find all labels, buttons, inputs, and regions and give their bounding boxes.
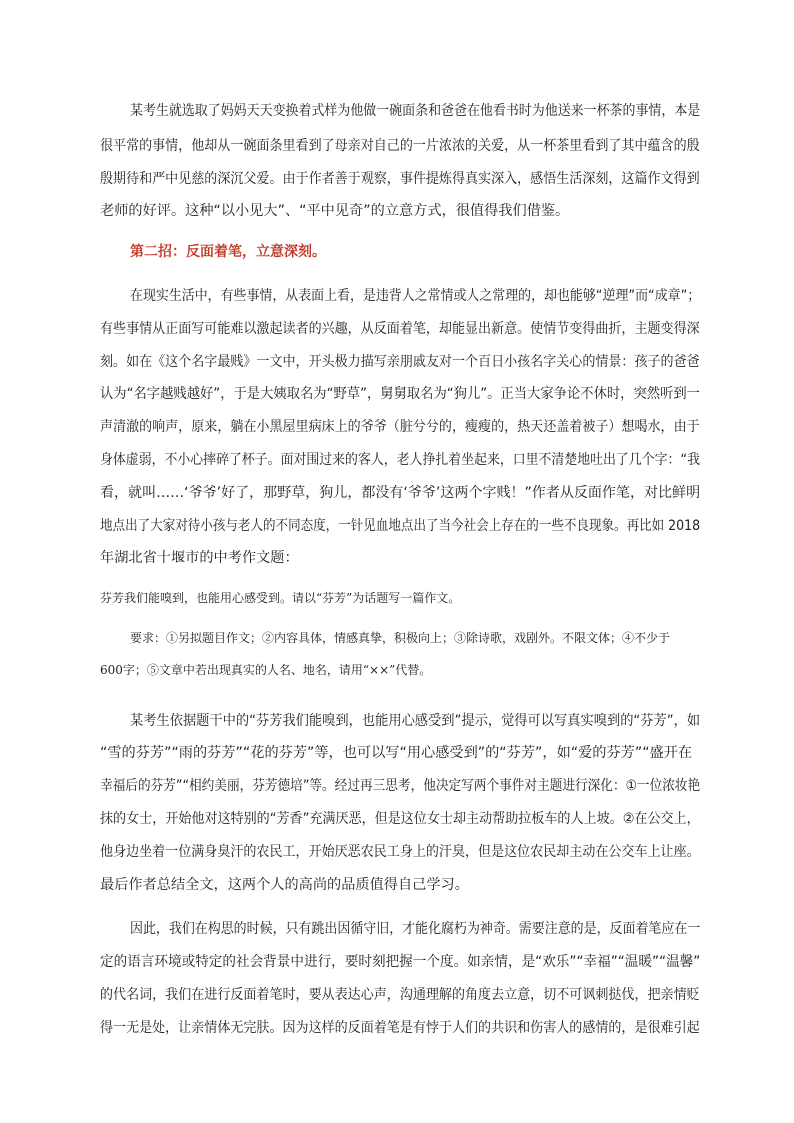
paragraph-2-line: 认为“名字越贱越好”，于是大姨取名为“野草”，舅舅取名为“狗儿”。正当大家争论不休时，突然听到一 (100, 386, 700, 402)
paragraph-1-line: 殷期待和严中见慈的深沉父爱。由于作者善于观察，事件提炼得真实深入，感悟生活深刻，这篇作文得到 (100, 171, 700, 187)
paragraph-4-line: 得一无是处，让亲情体无完肤。因为这样的反面着笔是有悖于人们的共识和伤害人的感情的，是很难引起 (100, 1020, 700, 1036)
exam-requirements: 要求：①另拟题目作文；②内容具体，情感真挚，积极向上；③除诗歌，戏剧外。不限文体；④不少于 (130, 631, 671, 645)
exam-requirements: 600字；⑤文章中若出现真实的人名、地名，请用“××”代替。 (100, 663, 432, 677)
paragraph-1-line: 某考生就选取了妈妈天天变换着式样为他做一碗面条和爸爸在他看书时为他送来一杯茶的事情，本是 (130, 103, 701, 119)
paragraph-3-line: 某考生依据题干中的“芬芳我们能嗅到，也能用心感受到”提示，觉得可以写真实嗅到的“芬芳”，如 (130, 713, 701, 729)
paragraph-3-line: “雪的芬芳”“雨的芬芳”“花的芬芳”等，也可以写“用心感受到”的“芬芳”，如“爱的芬芳”“盛开在 (100, 745, 693, 761)
paragraph-3-line: 最后作者总结全文，这两个人的高尚的品质值得自己学习。 (100, 877, 469, 893)
paragraph-2-line: 身体虚弱，不小心摔碎了杯子。面对围过来的客人，老人挣扎着坐起来，口里不清楚地吐出了几个字：“我 (100, 452, 700, 468)
paragraph-3-line: 幸福后的芬芳”“相约美丽，芬芳德培”等。经过再三思考，他决定写两个事件对主题进行深化：①一位浓妆艳 (100, 778, 701, 794)
paragraph-4-line: 因此，我们在构思的时候，只有跳出因循守旧，才能化腐朽为神奇。需要注意的是，反面着笔应在一 (130, 921, 701, 937)
paragraph-1-line: 很平常的事情，他却从一碗面条里看到了母亲对自己的一片浓浓的关爱，从一杯茶里看到了其中蕴含的殷 (100, 138, 700, 154)
paragraph-2-line: 在现实生活中，有些事情，从表面上看，是违背人之常情或人之常理的，却也能够“逆理”而“成章”； (130, 288, 701, 304)
exam-prompt: 芬芳我们能嗅到，也能用心感受到。请以“芬芳”为话题写一篇作文。 (100, 591, 461, 605)
paragraph-2-line: 看，就叫……‘爷爷’好了，那野草，狗儿，都没有‘爷爷’这两个字贱！”作者从反面作笔，对比鲜明 (100, 485, 701, 501)
paragraph-3-line: 抹的女士，开始他对这特别的“芳香”充满厌恶，但是这位女士却主动帮助拉板车的人上坡。②在公交上， (100, 811, 700, 827)
paragraph-2-line: 年湖北省十堰市的中考作文题： (100, 550, 299, 566)
paragraph-4-line: 的代名词，我们在进行反面着笔时，要从表达心声，沟通理解的角度去立意，切不可讽刺挞伐，把亲情贬 (100, 987, 700, 1003)
paragraph-2-line: 地点出了大家对待小孩与老人的不同态度，一针见血地点出了当今社会上存在的一些不良现象。再比如 2018 (100, 518, 701, 534)
section-heading: 第二招：反面着笔，立意深刻。 (130, 244, 326, 260)
paragraph-2-line: 刻。如在《这个名字最贱》一文中，开头极力描写亲朋戚友对一个百日小孩名字关心的情景：孩子的爸爸 (100, 354, 700, 370)
paragraph-4-line: 定的语言环境或特定的社会背景中进行，要时刻把握一个度。如亲情，是“欢乐”“幸福”“温暖”“温馨” (100, 954, 701, 970)
paragraph-1-line: 老师的好评。这种“以小见大”、“平中见奇”的立意方式，很值得我们借鉴。 (100, 203, 570, 219)
paragraph-2-line: 有些事情从正面写可能难以激起读者的兴趣，从反面着笔，却能显出新意。使情节变得曲折，主题变得深 (100, 321, 700, 337)
paragraph-2-line: 声清澈的响声，原来，躺在小黑屋里病床上的爷爷（脏兮兮的，瘦瘦的，热天还盖着被子）想喝水，由于 (100, 419, 700, 435)
paragraph-3-line: 他身边坐着一位满身臭汗的农民工，开始厌恶农民工身上的汗臭，但是这位农民却主动在公交车上让座。 (100, 844, 700, 860)
